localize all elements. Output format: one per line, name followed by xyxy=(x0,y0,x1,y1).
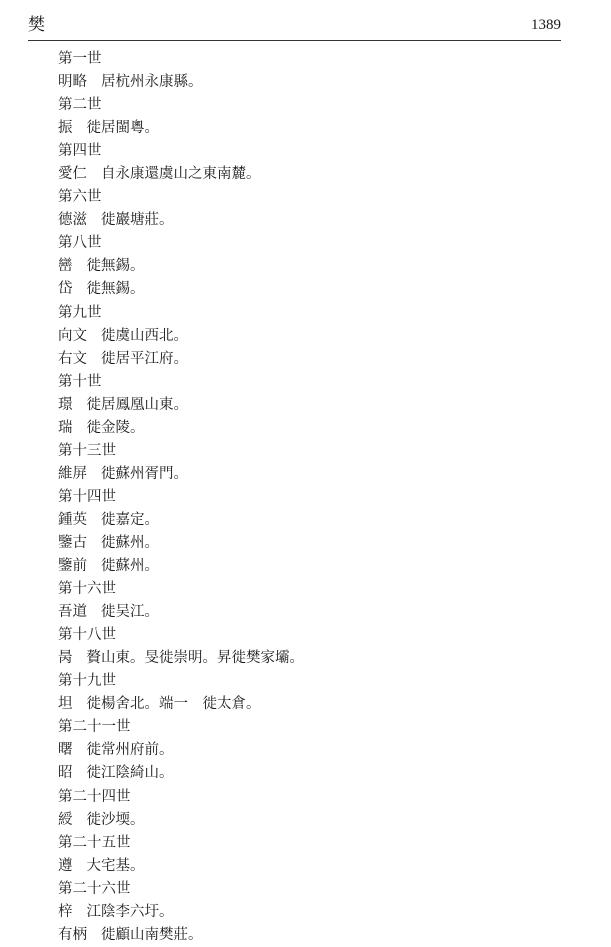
generation-heading: 第十八世 xyxy=(58,627,116,644)
person-name: 向文 xyxy=(58,327,87,344)
person-name: 岱 xyxy=(58,281,73,298)
person-name: 明略 xyxy=(58,74,87,91)
migration-note: 徙無錫。 xyxy=(86,258,145,275)
person-entry xyxy=(58,924,558,947)
person-name: 愛仁 xyxy=(58,166,87,183)
migration-note: 徙居鳳凰山東。 xyxy=(86,396,188,413)
person-name: 巒 xyxy=(58,258,73,275)
person-entry xyxy=(58,762,558,785)
generation-heading: 第十九世 xyxy=(58,673,116,690)
page-number: 1389 xyxy=(531,17,561,33)
migration-note: 徙無錫。 xyxy=(86,281,145,298)
person-entry xyxy=(58,601,558,624)
generation-heading: 第六世 xyxy=(58,189,102,206)
person-name: 鑒古 xyxy=(58,534,87,551)
person-entry xyxy=(58,555,558,578)
person-name: 坦 xyxy=(58,696,73,713)
generation-heading: 第八世 xyxy=(58,235,102,252)
person-name: 鑒前 xyxy=(58,558,87,575)
person-entry xyxy=(58,739,558,762)
person-entry xyxy=(58,348,558,371)
migration-note: 贅山東。旻徙崇明。昇徙樊家壩。 xyxy=(86,650,304,667)
migration-note: 徙巖塘莊。 xyxy=(101,212,174,229)
person-name: 振 xyxy=(58,120,73,137)
generation-heading: 第十六世 xyxy=(58,581,116,598)
person-name: 遵 xyxy=(58,857,73,874)
person-name: 綬 xyxy=(58,811,73,828)
generation-heading: 第四世 xyxy=(58,143,102,160)
migration-note: 徙嘉定。 xyxy=(101,511,159,528)
migration-note: 徙江陰綺山。 xyxy=(86,765,174,782)
generation-heading: 第十四世 xyxy=(58,488,116,505)
person-name: 鍾英 xyxy=(58,511,87,528)
generation-heading: 第二世 xyxy=(58,97,102,114)
person-name: 昭 xyxy=(58,765,73,782)
generation-heading: 第十世 xyxy=(58,373,102,390)
person-name: 右文 xyxy=(58,350,87,367)
person-entry xyxy=(58,117,558,140)
migration-note: 自永康還虞山之東南麓。 xyxy=(101,166,261,183)
generation-heading: 第十三世 xyxy=(58,442,116,459)
migration-note: 徙楊舍北。端一 徙太倉。 xyxy=(86,696,261,713)
person-name: 梓 xyxy=(58,903,73,920)
migration-note: 徙常州府前。 xyxy=(86,742,174,759)
person-entry xyxy=(58,809,558,832)
person-name: 昺 xyxy=(58,650,73,667)
person-entry xyxy=(58,255,558,278)
person-name: 曙 xyxy=(58,742,73,759)
person-entry xyxy=(58,417,558,440)
person-entry xyxy=(58,901,558,924)
person-name: 璟 xyxy=(58,396,73,413)
migration-note: 徙金陵。 xyxy=(86,419,145,436)
migration-note: 徙顧山南樊莊。 xyxy=(101,926,203,943)
migration-note: 大宅基。 xyxy=(86,857,145,874)
generation-heading: 第二十一世 xyxy=(58,719,131,736)
generation-heading: 第二十六世 xyxy=(58,880,131,897)
person-entry xyxy=(58,209,558,232)
generation-heading: 第一世 xyxy=(58,51,102,67)
generation-heading: 第二十四世 xyxy=(58,788,131,805)
migration-note: 徙吴江。 xyxy=(101,604,159,621)
person-entry xyxy=(58,855,558,878)
person-entry xyxy=(58,394,558,417)
migration-note: 徙蘇州。 xyxy=(101,534,159,551)
person-entry xyxy=(58,163,558,186)
migration-note: 徙蘇州胥門。 xyxy=(101,465,188,482)
person-entry xyxy=(58,532,558,555)
migration-note: 徙沙堧。 xyxy=(86,811,145,828)
person-entry xyxy=(58,71,558,94)
person-entry xyxy=(58,325,558,348)
migration-note: 江陰李六圩。 xyxy=(86,903,174,920)
migration-note: 徙蘇州。 xyxy=(101,558,159,575)
person-name: 吾道 xyxy=(58,604,87,621)
person-name: 瑞 xyxy=(58,419,73,436)
generation-heading: 第九世 xyxy=(58,304,102,321)
person-name: 有柄 xyxy=(58,926,87,943)
person-name: 維屏 xyxy=(58,465,87,482)
person-entry xyxy=(58,693,558,716)
person-name: 德滋 xyxy=(58,212,87,229)
person-entry xyxy=(58,509,558,532)
running-header xyxy=(28,14,561,41)
migration-note: 徙虞山西北。 xyxy=(101,327,188,344)
header-title: 樊 xyxy=(28,15,45,35)
genealogy-entries xyxy=(58,48,558,947)
migration-note: 徙居閩粵。 xyxy=(86,120,159,137)
migration-note: 徙居平江府。 xyxy=(101,350,188,367)
migration-note: 居杭州永康縣。 xyxy=(101,74,203,91)
person-entry xyxy=(58,278,558,301)
generation-heading: 第二十五世 xyxy=(58,834,131,851)
person-entry xyxy=(58,463,558,486)
person-entry xyxy=(58,647,558,670)
